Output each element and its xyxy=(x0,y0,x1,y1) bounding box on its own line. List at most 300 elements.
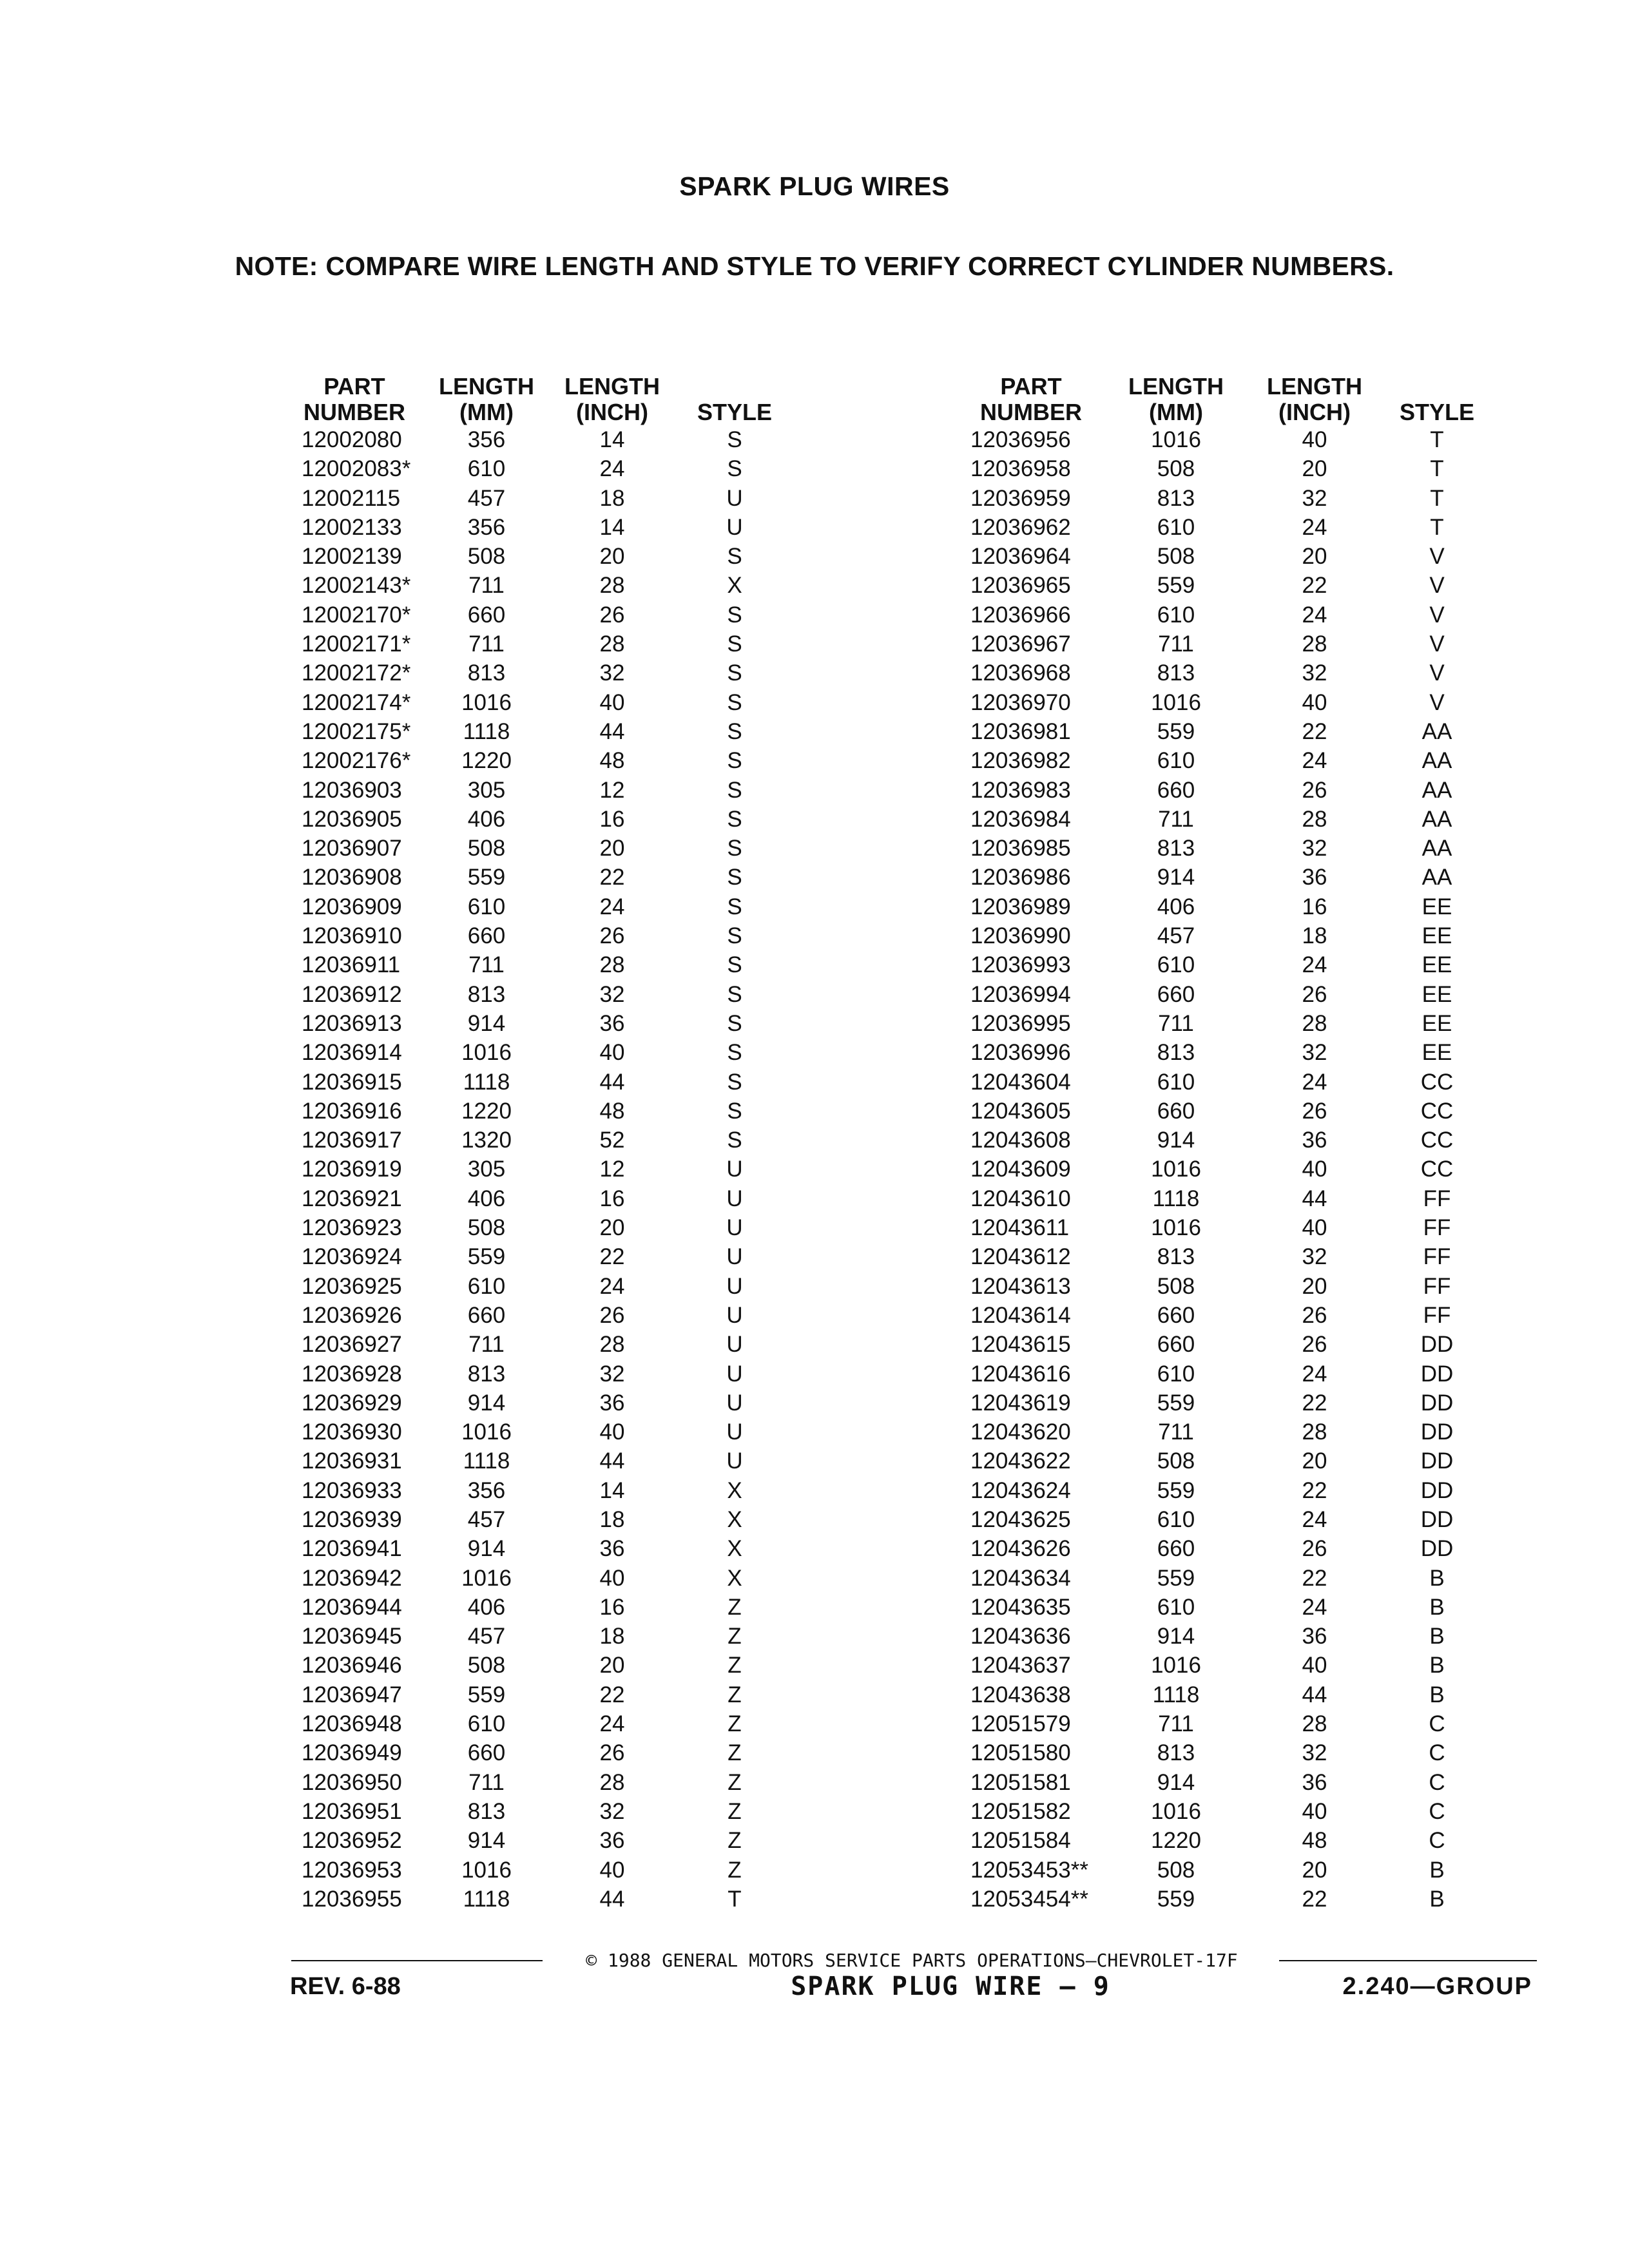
length-inch-cell: 28 xyxy=(599,631,625,657)
length-mm-cell: 1118 xyxy=(463,1069,510,1095)
part-number-cell: 12043620 xyxy=(970,1419,1071,1445)
length-mm-cell: 1016 xyxy=(1151,689,1201,715)
part-number-cell: 12036959 xyxy=(970,485,1071,511)
length-mm-cell: 508 xyxy=(1157,456,1195,482)
part-number-cell: 12036931 xyxy=(302,1448,402,1474)
style-cell: S xyxy=(727,1069,742,1095)
table-row xyxy=(947,1622,1501,1651)
table-row xyxy=(947,1651,1501,1680)
length-mm-cell: 406 xyxy=(1157,894,1195,919)
table-row xyxy=(284,863,857,892)
style-cell: S xyxy=(727,806,742,832)
part-number-cell: 12036952 xyxy=(302,1828,402,1854)
table-row xyxy=(947,1155,1501,1184)
table-row xyxy=(947,1330,1501,1359)
length-inch-cell: 40 xyxy=(599,1040,625,1066)
part-number-cell: 12043634 xyxy=(970,1565,1071,1591)
table-row xyxy=(947,950,1501,979)
length-mm-cell: 1118 xyxy=(463,1886,510,1912)
style-cell: FF xyxy=(1423,1273,1451,1299)
part-number-cell: 12051581 xyxy=(970,1769,1071,1795)
length-mm-cell: 1220 xyxy=(461,748,512,774)
table-header xyxy=(284,361,857,425)
length-mm-cell: 914 xyxy=(467,1390,506,1416)
length-mm-cell: 711 xyxy=(468,1332,505,1358)
table-row xyxy=(947,1593,1501,1622)
length-mm-cell: 356 xyxy=(467,514,506,540)
length-mm-cell: 711 xyxy=(468,573,505,599)
style-cell: X xyxy=(727,1477,742,1503)
table-header xyxy=(947,361,1501,425)
table-row xyxy=(284,746,857,775)
length-mm-cell: 457 xyxy=(467,485,506,511)
length-inch-cell: 20 xyxy=(599,1215,625,1241)
part-number-cell: 12036951 xyxy=(302,1798,402,1824)
part-number-cell: 12036903 xyxy=(302,777,402,803)
left-parts-table xyxy=(284,361,857,1914)
part-number-cell: 12036916 xyxy=(302,1098,402,1124)
length-mm-cell: 1016 xyxy=(461,1419,512,1445)
part-number-cell: 12036967 xyxy=(970,631,1071,657)
part-number-cell: 12051582 xyxy=(970,1798,1071,1824)
length-mm-cell: 610 xyxy=(1157,1506,1195,1532)
style-cell: DD xyxy=(1420,1390,1454,1416)
table-row xyxy=(947,484,1501,513)
part-number-cell: 12036989 xyxy=(970,894,1071,919)
table-row xyxy=(947,1856,1501,1885)
length-inch-cell: 32 xyxy=(1302,485,1327,511)
part-number-cell: 12002133 xyxy=(302,514,402,540)
table-row xyxy=(284,1446,857,1475)
table-row xyxy=(284,1680,857,1709)
part-number-cell: 12043612 xyxy=(970,1244,1071,1270)
table-row xyxy=(947,1797,1501,1826)
style-cell: FF xyxy=(1423,1186,1451,1211)
part-number-cell: 12036946 xyxy=(302,1653,402,1678)
style-cell: S xyxy=(727,1128,742,1153)
length-mm-cell: 559 xyxy=(467,1682,506,1707)
length-inch-cell: 24 xyxy=(1302,1361,1327,1387)
length-inch-cell: 18 xyxy=(599,485,625,511)
part-number-cell: 12043638 xyxy=(970,1682,1071,1707)
part-number-cell: 12053454** xyxy=(970,1886,1088,1912)
style-cell: U xyxy=(726,1215,743,1241)
part-number-cell: 12036908 xyxy=(302,865,402,890)
length-inch-cell: 40 xyxy=(1302,1157,1327,1182)
part-number-cell: 12036970 xyxy=(970,689,1071,715)
table-row xyxy=(284,1097,857,1126)
table-row xyxy=(947,688,1501,717)
style-cell: S xyxy=(727,631,742,657)
table-row xyxy=(284,1856,857,1885)
length-inch-cell: 26 xyxy=(1302,1098,1327,1124)
length-inch-cell: 40 xyxy=(1302,1653,1327,1678)
part-number-cell: 12036909 xyxy=(302,894,402,919)
table-row xyxy=(284,1038,857,1067)
table-row xyxy=(284,1768,857,1797)
table-row xyxy=(284,1330,857,1359)
length-mm-cell: 610 xyxy=(467,1711,506,1737)
length-inch-cell: 24 xyxy=(1302,1506,1327,1532)
part-number-cell: 12036925 xyxy=(302,1273,402,1299)
part-number-cell: 12036907 xyxy=(302,836,402,861)
style-cell: V xyxy=(1429,573,1445,599)
table-row xyxy=(284,1009,857,1038)
length-inch-cell: 48 xyxy=(599,748,625,774)
part-number-cell: 12036981 xyxy=(970,718,1071,744)
length-mm-cell: 559 xyxy=(1157,1477,1195,1503)
length-mm-cell: 660 xyxy=(1157,981,1195,1007)
style-cell: T xyxy=(1430,514,1444,540)
table-row xyxy=(284,629,857,658)
style-cell: Z xyxy=(728,1594,742,1620)
length-mm-cell: 559 xyxy=(467,1244,506,1270)
table-row xyxy=(284,484,857,513)
length-inch-cell: 36 xyxy=(1302,1128,1327,1153)
length-inch-cell: 48 xyxy=(599,1098,625,1124)
part-number-cell: 12002175* xyxy=(302,718,411,744)
part-number-cell: 12036928 xyxy=(302,1361,402,1387)
part-number-cell: 12043614 xyxy=(970,1302,1071,1328)
length-inch-cell: 28 xyxy=(1302,631,1327,657)
table-row xyxy=(947,1826,1501,1855)
length-inch-cell: 20 xyxy=(599,1653,625,1678)
part-number-cell: 12036917 xyxy=(302,1128,402,1153)
length-inch-cell: 22 xyxy=(599,865,625,890)
header-length-mm: LENGTH (MM) xyxy=(439,373,534,425)
length-inch-cell: 28 xyxy=(1302,1711,1327,1737)
length-mm-cell: 610 xyxy=(1157,602,1195,628)
length-inch-cell: 28 xyxy=(599,1332,625,1358)
table-row xyxy=(947,717,1501,746)
part-number-cell: 12043608 xyxy=(970,1128,1071,1153)
length-inch-cell: 32 xyxy=(1302,1040,1327,1066)
length-inch-cell: 20 xyxy=(1302,456,1327,482)
part-number-cell: 12036964 xyxy=(970,544,1071,570)
length-mm-cell: 813 xyxy=(1157,1740,1195,1766)
table-row xyxy=(947,1009,1501,1038)
part-number-cell: 12036926 xyxy=(302,1302,402,1328)
style-cell: CC xyxy=(1420,1098,1454,1124)
length-inch-cell: 32 xyxy=(1302,660,1327,686)
part-number-cell: 12043616 xyxy=(970,1361,1071,1387)
length-mm-cell: 660 xyxy=(467,923,506,949)
footer-rule-right xyxy=(1279,1960,1537,1961)
length-mm-cell: 1016 xyxy=(1151,1653,1201,1678)
style-cell: T xyxy=(1430,456,1444,482)
length-mm-cell: 813 xyxy=(467,1798,506,1824)
style-cell: S xyxy=(727,718,742,744)
table-row xyxy=(284,1184,857,1213)
part-number-cell: 12002143* xyxy=(302,573,411,599)
part-number-cell: 12036913 xyxy=(302,1010,402,1036)
part-number-cell: 12036939 xyxy=(302,1506,402,1532)
length-mm-cell: 914 xyxy=(467,1536,506,1562)
length-mm-cell: 508 xyxy=(467,836,506,861)
length-inch-cell: 44 xyxy=(599,1069,625,1095)
length-mm-cell: 356 xyxy=(467,427,506,452)
length-inch-cell: 24 xyxy=(1302,952,1327,978)
length-mm-cell: 914 xyxy=(1157,1128,1195,1153)
table-row xyxy=(284,601,857,629)
table-row xyxy=(284,1564,857,1593)
length-mm-cell: 914 xyxy=(467,1828,506,1854)
style-cell: X xyxy=(727,573,742,599)
style-cell: Z xyxy=(728,1740,742,1766)
style-cell: DD xyxy=(1420,1506,1454,1532)
style-cell: CC xyxy=(1420,1128,1454,1153)
length-mm-cell: 508 xyxy=(1157,1273,1195,1299)
length-mm-cell: 1016 xyxy=(1151,427,1201,452)
part-number-cell: 12036921 xyxy=(302,1186,402,1211)
length-inch-cell: 32 xyxy=(599,1798,625,1824)
header-length-mm: LENGTH (MM) xyxy=(1128,373,1224,425)
part-number-cell: 12043636 xyxy=(970,1624,1071,1649)
length-inch-cell: 32 xyxy=(1302,1740,1327,1766)
length-inch-cell: 18 xyxy=(1302,923,1327,949)
part-number-cell: 12051579 xyxy=(970,1711,1071,1737)
length-mm-cell: 1016 xyxy=(461,689,512,715)
length-inch-cell: 40 xyxy=(1302,1798,1327,1824)
style-cell: EE xyxy=(1422,981,1452,1007)
style-cell: X xyxy=(727,1536,742,1562)
length-inch-cell: 12 xyxy=(599,1157,625,1182)
part-number-cell: 12036930 xyxy=(302,1419,402,1445)
part-number-cell: 12036910 xyxy=(302,923,402,949)
length-inch-cell: 40 xyxy=(1302,1215,1327,1241)
table-row xyxy=(947,892,1501,921)
length-mm-cell: 1016 xyxy=(1151,1798,1201,1824)
style-cell: U xyxy=(726,514,743,540)
length-inch-cell: 16 xyxy=(599,1186,625,1211)
length-mm-cell: 1220 xyxy=(1151,1828,1201,1854)
table-row xyxy=(947,1418,1501,1446)
length-mm-cell: 457 xyxy=(467,1506,506,1532)
length-inch-cell: 40 xyxy=(1302,689,1327,715)
table-row xyxy=(947,1389,1501,1418)
part-number-cell: 12036965 xyxy=(970,573,1071,599)
table-row xyxy=(284,980,857,1009)
length-mm-cell: 813 xyxy=(1157,485,1195,511)
style-cell: EE xyxy=(1422,923,1452,949)
length-mm-cell: 610 xyxy=(467,894,506,919)
style-cell: U xyxy=(726,1244,743,1270)
style-cell: C xyxy=(1429,1769,1445,1795)
part-number-cell: 12036941 xyxy=(302,1536,402,1562)
length-mm-cell: 711 xyxy=(468,1769,505,1795)
part-number-cell: 12002171* xyxy=(302,631,411,657)
length-inch-cell: 24 xyxy=(599,1273,625,1299)
part-number-cell: 12036955 xyxy=(302,1886,402,1912)
length-inch-cell: 36 xyxy=(599,1010,625,1036)
table-row xyxy=(947,542,1501,571)
part-number-cell: 12036927 xyxy=(302,1332,402,1358)
style-cell: Z xyxy=(728,1653,742,1678)
table-row xyxy=(947,1564,1501,1593)
length-inch-cell: 36 xyxy=(599,1828,625,1854)
table-row xyxy=(947,601,1501,629)
part-number-cell: 12002115 xyxy=(302,485,401,511)
length-inch-cell: 22 xyxy=(1302,573,1327,599)
part-number-cell: 12043609 xyxy=(970,1157,1071,1182)
part-number-cell: 12036911 xyxy=(302,952,401,978)
part-number-cell: 12036924 xyxy=(302,1244,402,1270)
table-row xyxy=(284,1126,857,1155)
length-mm-cell: 559 xyxy=(1157,718,1195,744)
part-number-cell: 12043624 xyxy=(970,1477,1071,1503)
table-row xyxy=(947,1301,1501,1330)
length-mm-cell: 610 xyxy=(1157,952,1195,978)
style-cell: Z xyxy=(728,1624,742,1649)
part-number-cell: 12043635 xyxy=(970,1594,1071,1620)
part-number-cell: 12036983 xyxy=(970,777,1071,803)
length-mm-cell: 711 xyxy=(1158,806,1194,832)
length-inch-cell: 52 xyxy=(599,1128,625,1153)
table-row xyxy=(947,1680,1501,1709)
style-cell: CC xyxy=(1420,1069,1454,1095)
length-mm-cell: 1016 xyxy=(1151,1215,1201,1241)
style-cell: DD xyxy=(1420,1332,1454,1358)
part-number-cell: 12036905 xyxy=(302,806,402,832)
header-length-inch: LENGTH (INCH) xyxy=(1267,373,1362,425)
table-row xyxy=(284,1738,857,1767)
length-mm-cell: 660 xyxy=(467,1302,506,1328)
length-mm-cell: 610 xyxy=(1157,1069,1195,1095)
style-cell: S xyxy=(727,836,742,861)
length-mm-cell: 559 xyxy=(1157,1565,1195,1591)
part-number-cell: 12036945 xyxy=(302,1624,402,1649)
part-number-cell: 12036993 xyxy=(970,952,1071,978)
length-inch-cell: 26 xyxy=(1302,777,1327,803)
style-cell: DD xyxy=(1420,1361,1454,1387)
length-mm-cell: 1016 xyxy=(461,1565,512,1591)
length-mm-cell: 1118 xyxy=(1152,1682,1200,1707)
table-row xyxy=(947,776,1501,805)
length-mm-cell: 660 xyxy=(1157,1536,1195,1562)
length-inch-cell: 28 xyxy=(1302,1419,1327,1445)
length-inch-cell: 36 xyxy=(599,1390,625,1416)
style-cell: Z xyxy=(728,1828,742,1854)
length-inch-cell: 28 xyxy=(599,1769,625,1795)
length-mm-cell: 559 xyxy=(1157,573,1195,599)
table-row xyxy=(947,1272,1501,1301)
length-mm-cell: 813 xyxy=(1157,836,1195,861)
length-mm-cell: 610 xyxy=(1157,514,1195,540)
style-cell: V xyxy=(1429,544,1445,570)
length-inch-cell: 44 xyxy=(1302,1186,1327,1211)
length-inch-cell: 36 xyxy=(599,1536,625,1562)
part-number-cell: 12043604 xyxy=(970,1069,1071,1095)
style-cell: S xyxy=(727,748,742,774)
part-number-cell: 12002176* xyxy=(302,748,411,774)
length-mm-cell: 457 xyxy=(467,1624,506,1649)
style-cell: DD xyxy=(1420,1477,1454,1503)
style-cell: S xyxy=(727,777,742,803)
style-cell: Z xyxy=(728,1798,742,1824)
table-row xyxy=(284,513,857,542)
part-number-cell: 12043619 xyxy=(970,1390,1071,1416)
table-row xyxy=(947,1038,1501,1067)
footer-revision: REV. 6-88 xyxy=(290,1973,401,2000)
part-number-cell: 12036996 xyxy=(970,1040,1071,1066)
table-row xyxy=(284,1651,857,1680)
length-mm-cell: 610 xyxy=(1157,1594,1195,1620)
length-inch-cell: 40 xyxy=(599,1419,625,1445)
header-style: STYLE xyxy=(1399,399,1474,425)
length-inch-cell: 22 xyxy=(1302,1477,1327,1503)
length-mm-cell: 660 xyxy=(467,1740,506,1766)
table-row xyxy=(284,1826,857,1855)
length-mm-cell: 610 xyxy=(467,456,506,482)
table-body xyxy=(947,425,1501,1914)
length-inch-cell: 22 xyxy=(1302,1565,1327,1591)
header-part-number: PART NUMBER xyxy=(980,373,1082,425)
table-row xyxy=(284,688,857,717)
part-number-cell: 12036995 xyxy=(970,1010,1071,1036)
length-mm-cell: 711 xyxy=(1158,1711,1194,1737)
header-style: STYLE xyxy=(697,399,772,425)
table-row xyxy=(947,1768,1501,1797)
style-cell: V xyxy=(1429,602,1445,628)
table-row xyxy=(284,1213,857,1242)
part-number-cell: 12051580 xyxy=(970,1740,1071,1766)
part-number-cell: 12043615 xyxy=(970,1332,1071,1358)
part-number-cell: 12043626 xyxy=(970,1536,1071,1562)
table-row xyxy=(284,1242,857,1271)
table-row xyxy=(284,1505,857,1534)
style-cell: DD xyxy=(1420,1419,1454,1445)
length-mm-cell: 508 xyxy=(467,1653,506,1678)
length-inch-cell: 26 xyxy=(1302,1302,1327,1328)
length-mm-cell: 610 xyxy=(1157,748,1195,774)
table-row xyxy=(284,1885,857,1914)
length-inch-cell: 32 xyxy=(599,660,625,686)
part-number-cell: 12036912 xyxy=(302,981,402,1007)
part-number-cell: 12002170* xyxy=(302,602,411,628)
page-note: NOTE: COMPARE WIRE LENGTH AND STYLE TO VERIFY CORRECT CYLINDER NUMBERS. xyxy=(235,251,1394,281)
length-mm-cell: 711 xyxy=(1158,1010,1194,1036)
part-number-cell: 12036944 xyxy=(302,1594,402,1620)
style-cell: B xyxy=(1429,1857,1445,1883)
part-number-cell: 12002083* xyxy=(302,456,411,482)
style-cell: AA xyxy=(1422,718,1452,744)
part-number-cell: 12036956 xyxy=(970,427,1071,452)
page-title: SPARK PLUG WIRES xyxy=(679,171,950,201)
style-cell: AA xyxy=(1422,865,1452,890)
length-mm-cell: 711 xyxy=(1158,631,1194,657)
style-cell: B xyxy=(1429,1886,1445,1912)
table-row xyxy=(947,980,1501,1009)
style-cell: Z xyxy=(728,1769,742,1795)
length-inch-cell: 32 xyxy=(599,981,625,1007)
style-cell: EE xyxy=(1422,1010,1452,1036)
style-cell: FF xyxy=(1423,1244,1451,1270)
part-number-cell: 12036919 xyxy=(302,1157,402,1182)
length-inch-cell: 32 xyxy=(599,1361,625,1387)
part-number-cell: 12036990 xyxy=(970,923,1071,949)
length-inch-cell: 24 xyxy=(1302,748,1327,774)
style-cell: Z xyxy=(728,1682,742,1707)
part-number-cell: 12053453** xyxy=(970,1857,1088,1883)
part-number-cell: 12036923 xyxy=(302,1215,402,1241)
style-cell: S xyxy=(727,894,742,919)
style-cell: U xyxy=(726,1390,743,1416)
style-cell: S xyxy=(727,952,742,978)
style-cell: U xyxy=(726,1157,743,1182)
style-cell: B xyxy=(1429,1653,1445,1678)
style-cell: B xyxy=(1429,1682,1445,1707)
table-row xyxy=(947,629,1501,658)
